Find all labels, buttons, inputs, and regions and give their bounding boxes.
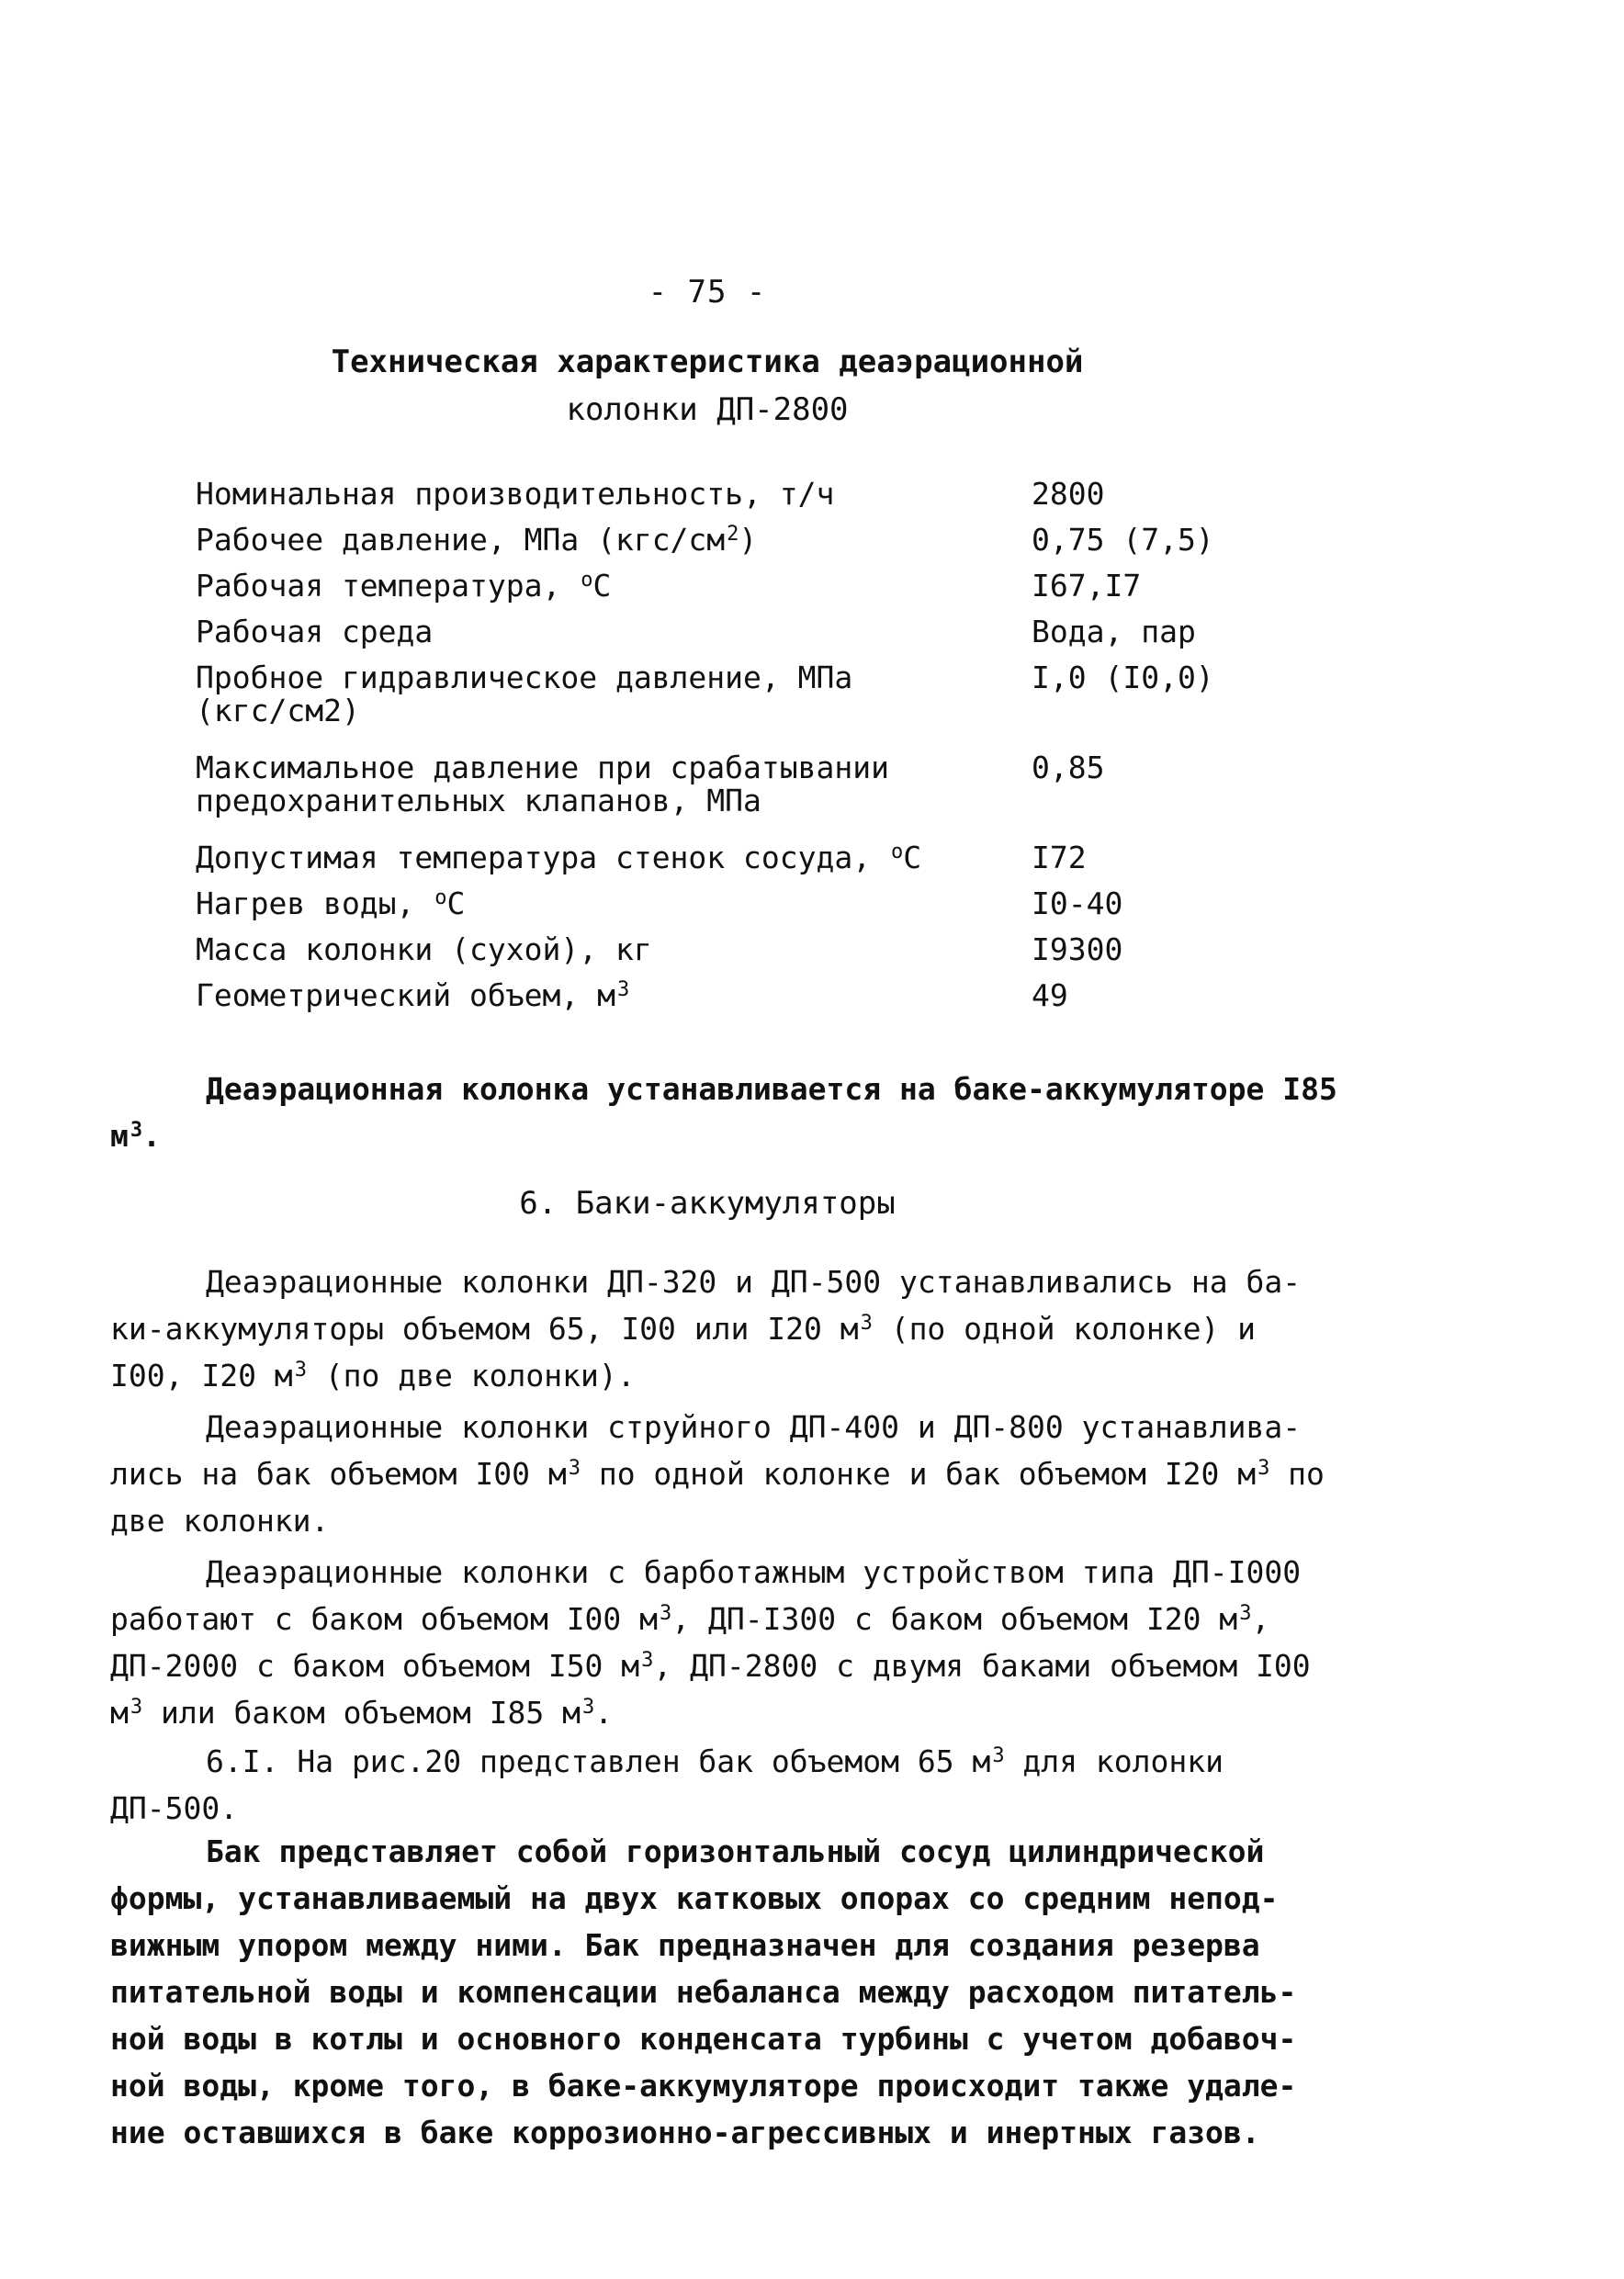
spec-row <box>196 887 1298 933</box>
p1-text-b: (по одной колонке) и I00, I20 м <box>110 1311 1257 1393</box>
spec-name-tail: ) <box>739 522 758 558</box>
spec-name-line2: (кгс/см2) <box>196 693 360 728</box>
title-line-2: колонки ДП-2800 <box>566 391 849 428</box>
p3-text-a: Деаэрационные колонки с барботажным устройством типа ДП-I000 работают с баком объемом I00 м <box>110 1554 1302 1637</box>
spec-value: I72 <box>1032 840 1087 875</box>
spec-value: I67,I7 <box>1032 568 1142 604</box>
p2-text-c: по две колонки. <box>110 1456 1325 1539</box>
spec-name-sup: 3 <box>616 978 630 1001</box>
spec-value: I0-40 <box>1032 886 1123 921</box>
spec-name-tail: С <box>592 568 612 604</box>
spec-name <box>196 887 1032 933</box>
note-tail: . <box>142 1118 161 1154</box>
spec-row <box>196 841 1298 887</box>
spec-value: I9300 <box>1032 931 1123 967</box>
title-line-1: Техническая характеристика деаэрационной <box>331 344 1084 380</box>
spec-name-text: Рабочая температура, <box>196 568 580 604</box>
spec-row <box>196 478 1298 524</box>
paragraph-3 <box>110 1549 1341 1736</box>
spec-name-line2: предохранительных клапанов, МПа <box>196 783 761 818</box>
spec-name <box>196 478 1032 524</box>
p3-sup-4: 3 <box>130 1696 143 1719</box>
spec-row <box>196 615 1298 661</box>
p4-text-b: для колонки ДП-500. <box>110 1743 1224 1826</box>
spec-name <box>196 841 1032 887</box>
p1-sup-1: 3 <box>860 1312 873 1335</box>
spec-row <box>196 751 1298 841</box>
paragraph-4 <box>110 1738 1341 1832</box>
spec-name-text: Максимальное давление при срабатывании <box>196 750 889 785</box>
p3-text-f: . <box>594 1695 614 1731</box>
spec-name <box>196 524 1032 570</box>
p3-text-e: или баком объемом I85 м <box>142 1695 581 1731</box>
spec-value: 49 <box>1032 977 1068 1013</box>
spec-name-tail: С <box>903 840 922 875</box>
spec-name-tail: С <box>446 886 466 921</box>
spec-value: Вода, пар <box>1032 614 1196 649</box>
spec-row <box>196 933 1298 979</box>
spec-name-text: Геометрический объем, м <box>196 977 615 1013</box>
page-number: - 75 - <box>648 274 767 310</box>
note-volume: I85 м <box>110 1071 1337 1154</box>
spec-table <box>196 478 1298 1025</box>
spec-name-text: Допустимая температура стенок сосуда, <box>196 840 889 875</box>
p3-text-d: , ДП-2800 с двумя баками объемом I00 м <box>110 1648 1311 1731</box>
note-sup: 3 <box>130 1119 143 1142</box>
spec-name <box>196 979 1032 1025</box>
spec-name <box>196 661 1032 751</box>
paragraph-1 <box>110 1258 1341 1399</box>
spec-name-text: Пробное гидравлическое давление, МПа <box>196 660 853 695</box>
paragraph-2 <box>110 1404 1341 1544</box>
p3-sup-2: 3 <box>1239 1602 1252 1625</box>
p2-sup-2: 3 <box>1257 1457 1270 1480</box>
p4-text-a: 6.I. На рис.20 представлен бак объемом 65 м <box>206 1743 991 1779</box>
spec-name-text: Рабочее давление, МПа (кгс/см <box>196 522 726 558</box>
spec-name-text: Нагрев воды, <box>196 886 434 921</box>
spec-name-text: Масса колонки (сухой), кг <box>196 931 652 967</box>
p2-text-b: по одной колонке и бак объемом I20 м <box>580 1456 1257 1492</box>
p4-sup: 3 <box>992 1744 1005 1767</box>
section-heading: 6. Баки-аккумуляторы <box>519 1185 896 1222</box>
paragraph-5: Бак представляет собой горизонтальный сосуд цилиндрической формы, устанавливаемый на двух катковых опорах со средним непод-вижным упором между ними. Бак предназначен для создания резерва питательной воды и компенсации небаланса между расходом питатель-ной воды в котлы и основного конденсата турбины с учетом добавоч-ной воды, кроме того, в баке-аккумуляторе происходит также удале-ние оставшихся в баке коррозионно-агрессивных и инертных газов. <box>110 1833 1297 2150</box>
spec-name <box>196 751 1032 841</box>
spec-name-text: Номинальная производительность, т/ч <box>196 476 835 512</box>
spec-name-sup: 2 <box>727 523 739 546</box>
p2-sup-1: 3 <box>568 1457 581 1480</box>
note-text: Деаэрационная колонка устанавливается на баке-аккумуляторе <box>206 1071 1265 1107</box>
spec-name-text: Рабочая среда <box>196 614 434 649</box>
spec-value: 0,75 (7,5) <box>1032 522 1214 558</box>
installation-note <box>110 1066 1341 1159</box>
p3-text-c: , ДП-2000 с баком объемом I50 м <box>110 1601 1270 1684</box>
p2-text-a: Деаэрационные колонки струйного ДП-400 и ДП-800 устанавлива-лись на бак объемом I00 м <box>110 1409 1302 1492</box>
spec-value: 0,85 <box>1032 750 1105 785</box>
p1-text-a: Деаэрационные колонки ДП-320 и ДП-500 устанавливались на ба-ки-аккумуляторы объемом 65, I00 или I20 м <box>110 1264 1302 1347</box>
spec-name <box>196 615 1032 661</box>
p1-sup-2: 3 <box>294 1359 307 1382</box>
document-title <box>0 338 1415 434</box>
spec-row <box>196 661 1298 751</box>
spec-value: I,0 (I0,0) <box>1032 660 1214 695</box>
spec-name-sup: о <box>434 886 447 909</box>
p3-sup-5: 3 <box>581 1696 595 1719</box>
spec-name-sup: о <box>581 569 593 592</box>
spec-name <box>196 933 1032 979</box>
spec-value: 2800 <box>1032 476 1105 512</box>
spec-name <box>196 570 1032 615</box>
spec-row <box>196 570 1298 615</box>
p3-sup-1: 3 <box>660 1602 672 1625</box>
p3-text-b: , ДП-I300 с баком объемом I20 м <box>671 1601 1238 1637</box>
spec-name-sup: о <box>890 841 904 863</box>
p1-text-c: (по две колонки). <box>306 1358 636 1393</box>
p3-sup-3: 3 <box>641 1649 654 1672</box>
spec-row <box>196 524 1298 570</box>
spec-row <box>196 979 1298 1025</box>
